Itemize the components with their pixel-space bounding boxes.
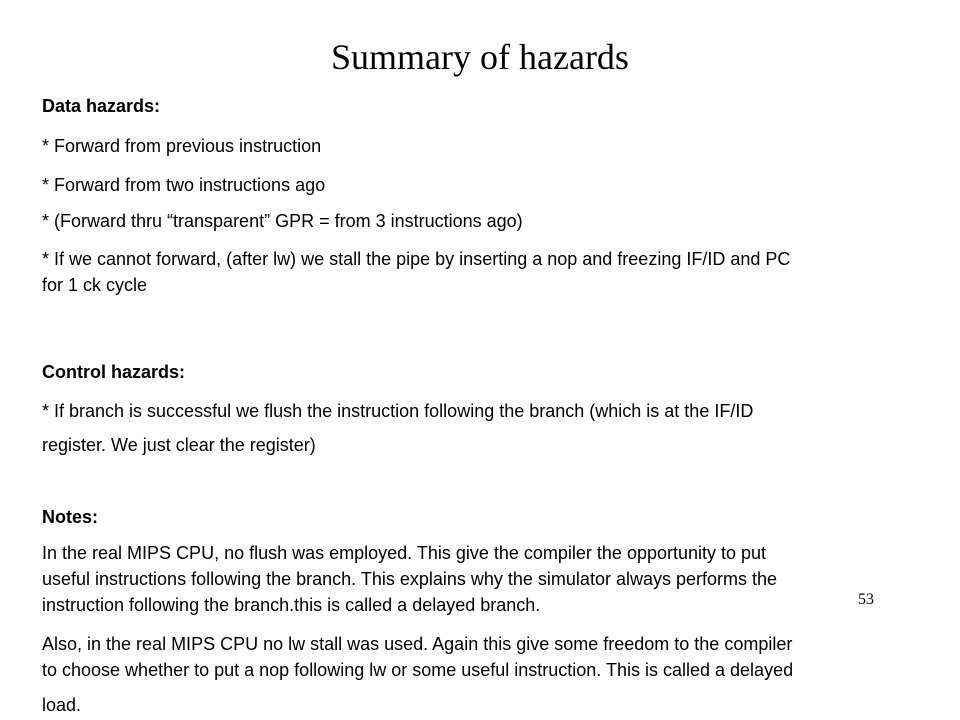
control-hazards-line: register. We just clear the register) [42, 435, 316, 455]
notes-line: Also, in the real MIPS CPU no lw stall was used. Again this give some freedom to the compiler [42, 634, 793, 654]
notes-line: to choose whether to put a nop following lw or some useful instruction. This is called a delayed [42, 660, 794, 680]
data-hazards-heading: Data hazards: [42, 96, 161, 116]
slide-title: Summary of hazards [331, 37, 629, 77]
notes-line: load. [42, 695, 82, 715]
control-hazards-heading: Control hazards: [42, 362, 186, 382]
control-hazards-line: * If branch is successful we flush the instruction following the branch (which is at the IF/ID [42, 401, 754, 421]
notes-heading: Notes: [42, 507, 99, 527]
notes-line: In the real MIPS CPU, no flush was employed. This give the compiler the opportunity to put [42, 543, 767, 563]
data-hazards-line: for 1 ck cycle [42, 275, 148, 295]
data-hazards-line: * (Forward thru “transparent” GPR = from 3 instructions ago) [42, 211, 523, 231]
data-hazards-line: * Forward from two instructions ago [42, 175, 326, 195]
notes-line: useful instructions following the branch. This explains why the simulator always performs the [42, 569, 778, 589]
notes-line: instruction following the branch.this is called a delayed branch. [42, 595, 541, 615]
slide-number: 53 [858, 591, 874, 608]
data-hazards-line: * If we cannot forward, (after lw) we stall the pipe by inserting a nop and freezing IF/ID and PC [42, 249, 791, 269]
data-hazards-line: * Forward from previous instruction [42, 136, 322, 156]
